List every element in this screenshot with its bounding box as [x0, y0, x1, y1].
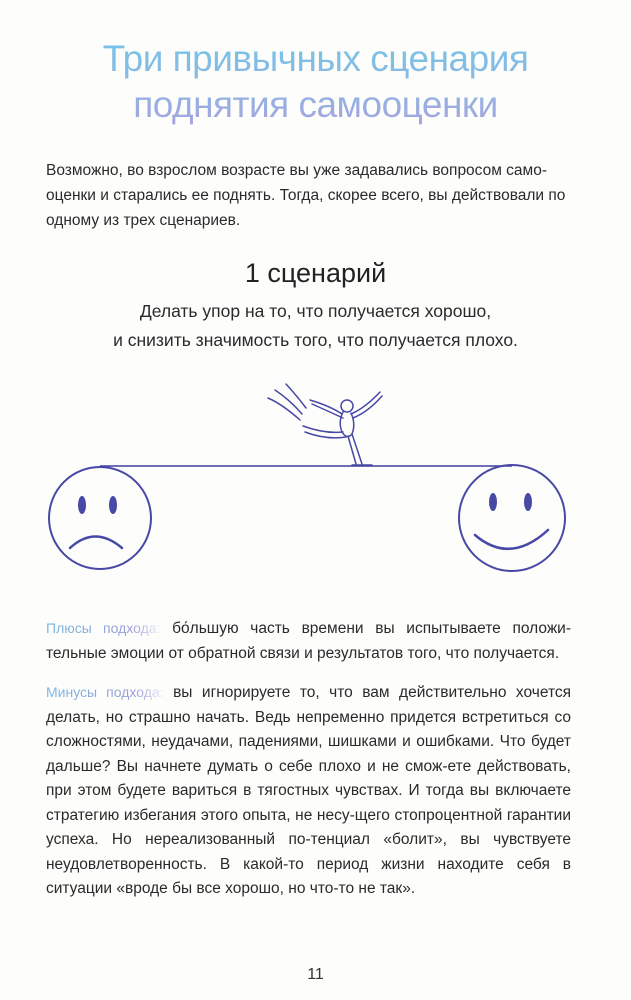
page-title	[40, 36, 591, 128]
cons-paragraph	[46, 680, 571, 902]
pros-label: Плюсы подхода:	[46, 620, 161, 636]
sad-face-icon	[49, 467, 151, 569]
happy-face-icon	[459, 465, 565, 571]
page-number: 11	[307, 966, 324, 983]
intro-paragraph: Возможно, во взрослом возрасте вы уже задавались вопросом само-оценки и старались ее поднять. Тогда, скорее всего, вы действовали по одному из трех сценариев.	[46, 162, 566, 229]
balance-illustration	[0, 370, 631, 595]
scenario-desc-line-1: Делать упор на то, что получается хорошо,	[139, 301, 492, 321]
scenario-description	[40, 297, 591, 355]
title-line-2: поднятия самооценки	[133, 84, 498, 125]
pros-paragraph	[46, 616, 571, 666]
scenario-title: 1 сценарий	[244, 258, 387, 288]
scenario-desc-line-2: и снизить значимость того, что получается плохо.	[113, 330, 518, 350]
cons-text: вы игнорируете то, что вам действительно хочется делать, но страшно начать. Ведь непременно придется встретиться со сложностями, неудачами, падениями, шишками и ошибками. Что будет дальше? Вы начнете думать о себе плохо и не смож-ете действовать, при этом будете вариться в тягостных чувствах. И тогда вы включаете стратегию избегания этого опыта, не несу-щего стопроцентной гарантии успеха. Но нереализованный по-тенциал «болит», вы чувствуете неудовлетворенность. В какой-то период жизни находите себя в ситуации «вроде бы все хорошо, но что-то не так».	[46, 684, 572, 897]
title-line-1: Три привычных сценария	[102, 38, 529, 79]
cons-label: Минусы подхода:	[46, 684, 164, 700]
balancing-person-icon	[268, 384, 382, 465]
pros-text: бо́льшую часть времени вы испытываете положи-тельные эмоции от обратной связи и результатов того, что получается.	[46, 620, 572, 662]
